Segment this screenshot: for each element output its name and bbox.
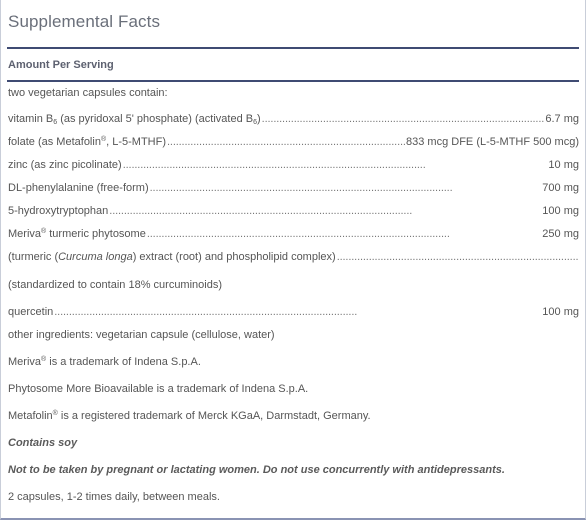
trademark-metafolin: Metafolin® is a registered trademark of Merck KGaA, Darmstadt, Germany. [8,410,371,422]
ingredient-row-zinc [8,158,579,172]
leader-dots [54,305,541,319]
top-divider [7,47,579,49]
ingredient-amount: 833 mcg DFE (L-5-MTHF 500 mcg) [406,136,579,148]
trademark-meriva: Meriva® is a trademark of Indena S.p.A. [8,356,201,368]
other-ingredients: other ingredients: vegetarian capsule (cellulose, water) [8,329,275,341]
leader-dots [147,227,541,241]
ingredient-name: vitamin $B_6$ (as pyridoxal 5' phosphate) (activated $B_6$) [8,113,261,126]
ingredient-name: Meriva® turmeric phytosome [8,228,146,240]
ingredient-name: 5-hydroxytryptophan [8,205,109,217]
ingredient-name: (turmeric (Curcuma longa) extract (root) and phospholipid complex) [8,251,336,263]
ingredient-amount: 100 mg [542,205,579,217]
ingredient-row-b6 [8,112,579,126]
ingredient-name: zinc (as zinc picolinate) [8,159,122,171]
ingredient-row-quercetin [8,305,579,319]
ingredient-amount: 6.7 mg [545,113,579,125]
directions: 2 capsules, 1-2 times daily, between meals. [8,491,220,503]
leader-dots [123,158,548,172]
ingredient-amount: 700 mg [542,182,579,194]
ingredient-row-turmeric [8,250,579,264]
ingredient-row-dl-phenylalanine [8,181,579,195]
leader-dots [262,112,545,126]
ingredient-row-folate [8,135,579,149]
ingredient-row-5-htp [8,204,579,218]
ingredient-amount: 10 mg [548,159,579,171]
ingredient-row-meriva [8,227,579,241]
leader-dots [150,181,542,195]
ingredient-name: folate (as Metafolin®, L-5-MTHF) [8,136,166,148]
allergen-statement: Contains soy [8,437,78,449]
ingredient-name: quercetin [8,306,54,318]
ingredient-amount: 100 mg [542,306,579,318]
header-divider [7,80,579,82]
standardized-note: (standardized to contain 18% curcuminoids) [8,279,223,291]
amount-per-serving-heading: Amount Per Serving [8,59,114,71]
ingredient-name: DL-phenylalanine (free-form) [8,182,149,194]
leader-dots [337,250,578,264]
panel-title: Supplemental Facts [8,12,161,31]
leader-dots [167,135,405,149]
serving-intro: two vegetarian capsules contain: [8,87,168,99]
ingredient-amount: 250 mg [542,228,579,240]
leader-dots [109,204,541,218]
warning-statement: Not to be taken by pregnant or lactating women. Do not use concurrently with antidepressants. [8,464,505,476]
trademark-phytosome: Phytosome More Bioavailable is a trademark of Indena S.p.A. [8,383,309,395]
